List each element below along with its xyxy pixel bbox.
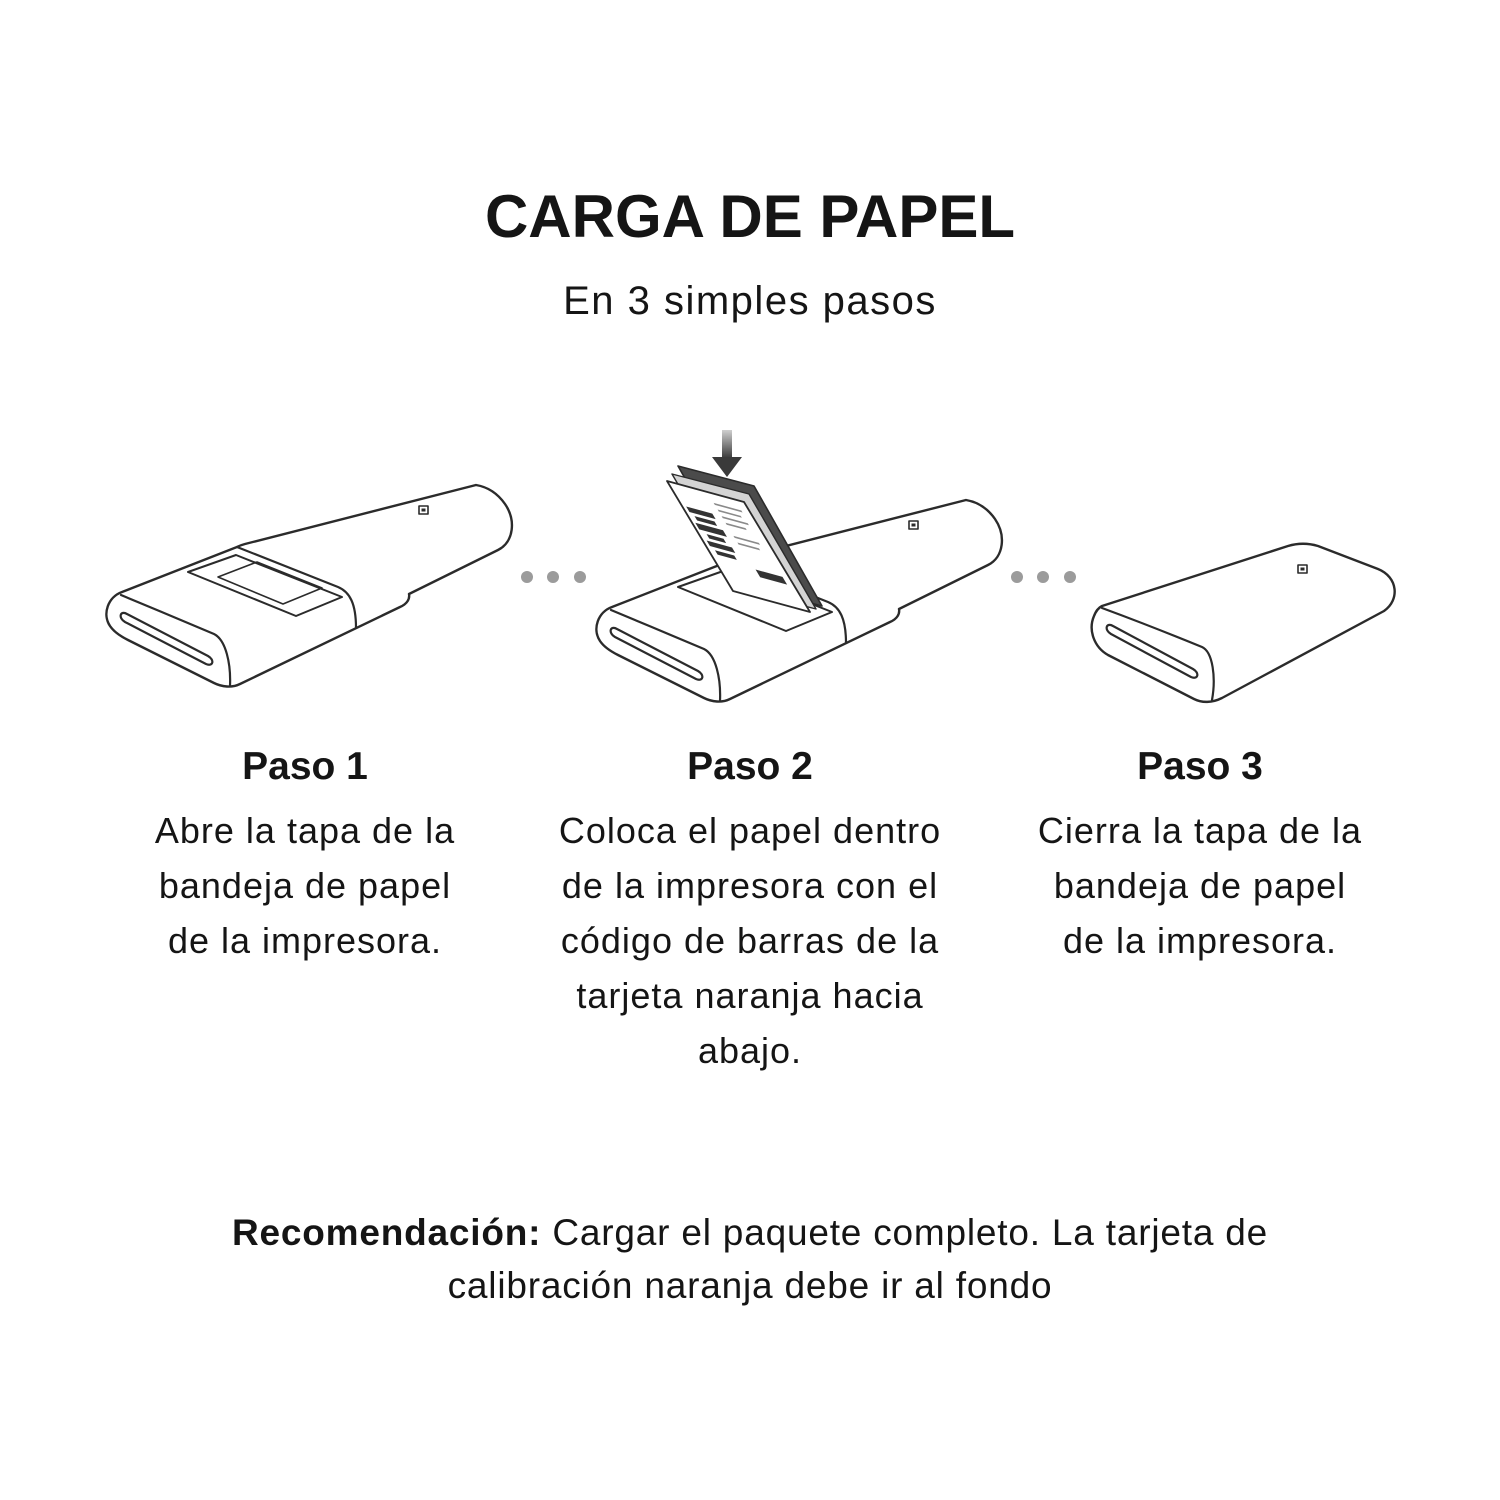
printer-tray-closed-icon	[1092, 544, 1395, 702]
step-3	[980, 747, 1420, 968]
step-title: Paso 2	[687, 745, 813, 788]
page-subtitle: En 3 simples pasos	[563, 279, 937, 323]
step-description-line: bandeja de papel	[1053, 865, 1347, 906]
page-title: CARGA DE PAPEL	[484, 183, 1016, 250]
step-description	[85, 803, 525, 968]
step-description-line: de la impresora con el	[561, 865, 939, 906]
step-title: Paso 1	[242, 745, 368, 788]
paper-output-slot	[121, 613, 213, 665]
front-face-edge	[1102, 608, 1214, 700]
three-dots-icon	[1011, 571, 1076, 583]
dot	[521, 571, 533, 583]
paper-output-slot	[611, 628, 703, 680]
tray-inner	[218, 562, 322, 604]
dot	[574, 571, 586, 583]
dot	[547, 571, 559, 583]
dot	[1011, 571, 1023, 583]
paper-stack	[667, 466, 822, 612]
step-1	[85, 747, 525, 968]
recommendation-text: Cargar el paquete completo. La tarjeta de	[552, 1212, 1269, 1253]
step-description-line: abajo.	[697, 1030, 803, 1071]
step-description-line: Abre la tapa de la	[154, 810, 456, 851]
recommendation-label: Recomendación:	[231, 1212, 542, 1253]
dot	[1037, 571, 1049, 583]
step-description-line: bandeja de papel	[158, 865, 452, 906]
tray-opening	[678, 570, 832, 631]
recommendation-line-2: calibración naranja debe ir al fondo	[447, 1265, 1053, 1306]
step-description-line: Coloca el papel dentro	[558, 810, 942, 851]
printer-body	[106, 485, 511, 687]
step-2	[530, 747, 970, 1078]
printer-paper-loading-icon	[596, 430, 1001, 702]
step-description-line: código de barras de la	[560, 920, 940, 961]
mi-logo-icon	[419, 506, 428, 514]
step-description-line: de la impresora.	[1062, 920, 1338, 961]
cover-front-edge	[237, 547, 356, 628]
barcode-marks	[677, 493, 787, 585]
step-description-line: tarjeta naranja hacia	[576, 975, 924, 1016]
step-description-line: Cierra la tapa de la	[1037, 810, 1363, 851]
paper-output-slot	[1107, 625, 1198, 678]
down-arrow-icon	[712, 430, 742, 477]
recommendation-line-1	[0, 1206, 1500, 1259]
step-description	[530, 803, 970, 1078]
front-face-edge	[121, 595, 230, 686]
calibration-card	[678, 466, 822, 606]
recommendation	[0, 1206, 1500, 1312]
three-dots-icon	[521, 571, 586, 583]
paper-sheet-front	[667, 481, 810, 612]
front-face-edge	[611, 610, 720, 701]
step-description-line: de la impresora.	[167, 920, 443, 961]
cover-front-edge	[727, 562, 846, 643]
printer-open	[596, 500, 1001, 702]
mi-logo-icon	[909, 521, 918, 529]
printer-tray-open-icon	[106, 485, 511, 687]
step-title: Paso 3	[1137, 745, 1263, 788]
dot	[1064, 571, 1076, 583]
mi-logo-icon	[1298, 565, 1307, 573]
step-description	[980, 803, 1420, 968]
printer-body	[596, 500, 1001, 702]
printer-body	[1092, 544, 1395, 702]
tray-opening	[188, 555, 342, 616]
paper-sheet-middle	[672, 474, 816, 609]
